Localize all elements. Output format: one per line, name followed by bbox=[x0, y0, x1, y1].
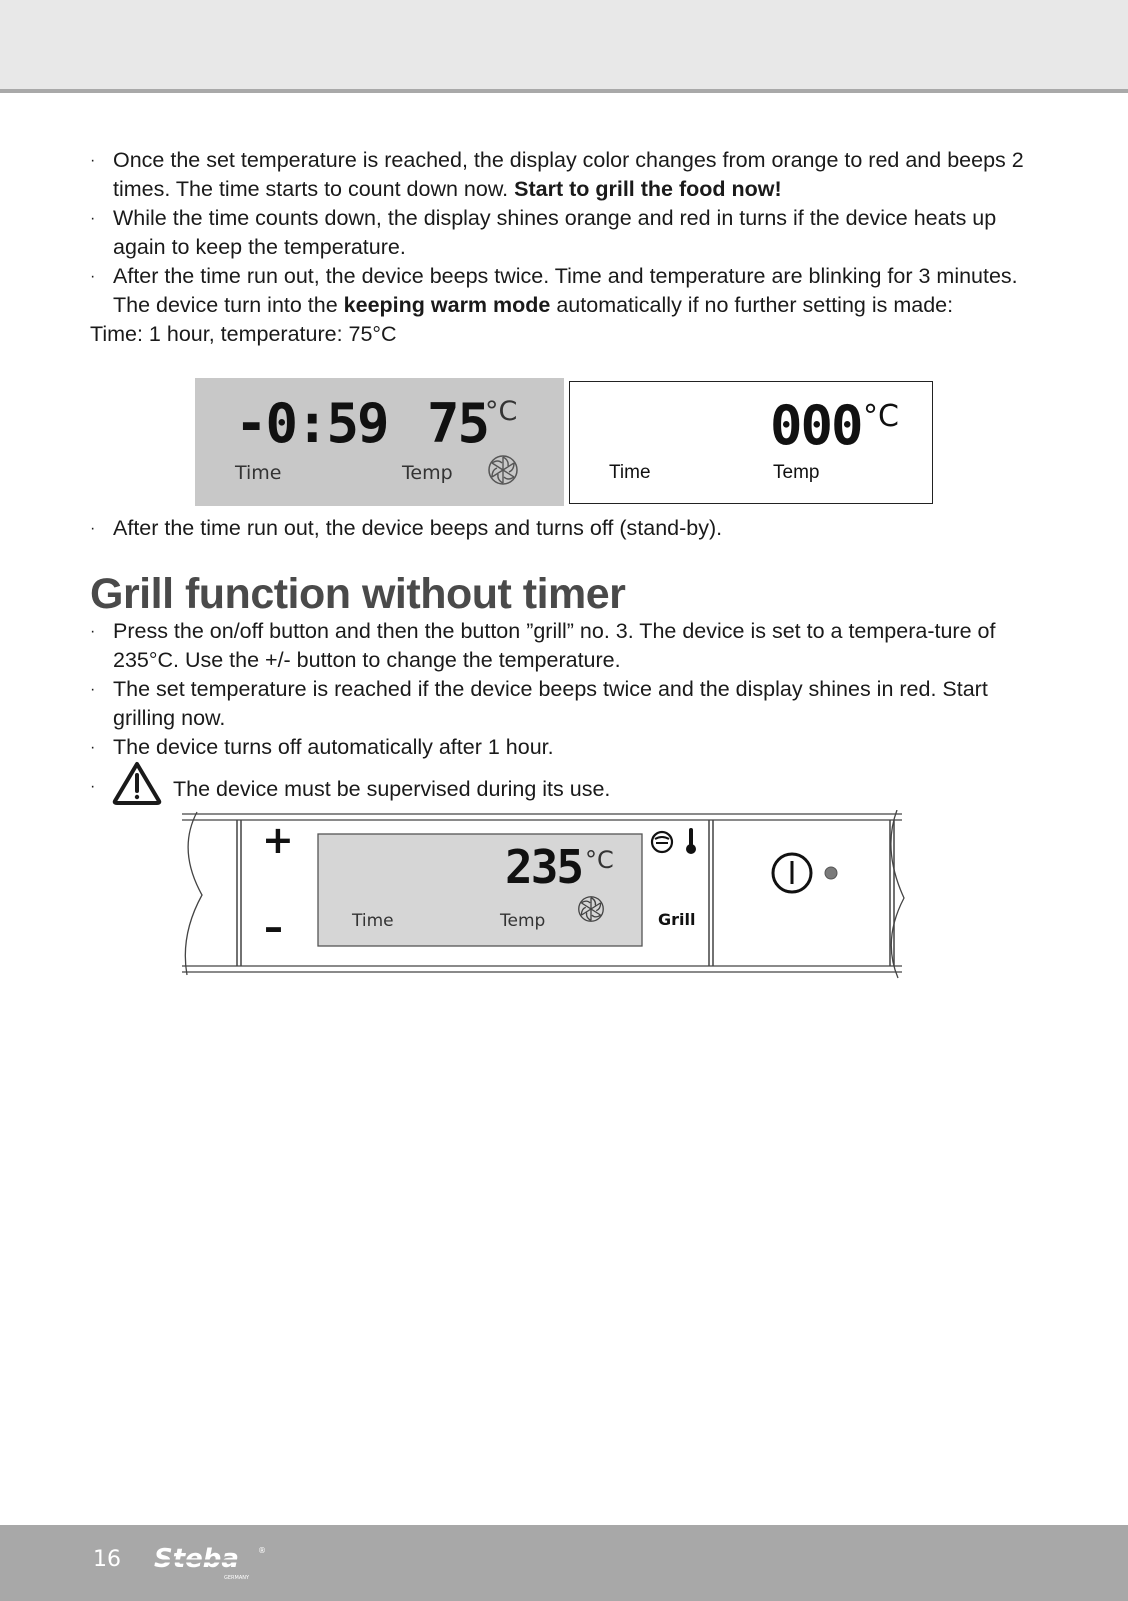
svg-text:®: ® bbox=[258, 1546, 266, 1555]
bullet-dot: · bbox=[90, 520, 96, 537]
bullet-item bbox=[90, 204, 1040, 262]
panel-temp-value: 235 bbox=[505, 840, 583, 894]
control-panel-illustration bbox=[182, 810, 942, 980]
bullet-dot: · bbox=[90, 739, 96, 756]
bullet-item bbox=[90, 146, 1040, 204]
bullet-text: While the time counts down, the display shines orange and red in turns if the device heats up again to keep the temperature. bbox=[113, 206, 997, 259]
power-button-icon[interactable] bbox=[769, 850, 815, 896]
steba-logo bbox=[154, 1541, 284, 1583]
fan-icon bbox=[577, 895, 605, 923]
bullet-text: Press the on/off button and then the button ”grill” no. 3. The device is set to a tempera-ture of 235°C. Use the +/- button to change the temperature. bbox=[113, 619, 996, 672]
bullet-list-grill bbox=[90, 617, 1040, 762]
display-temp-value: 75 bbox=[427, 392, 489, 455]
grill-mode-icon bbox=[650, 830, 674, 854]
header-band bbox=[0, 0, 1128, 93]
logo-wordmark: Steba bbox=[154, 1544, 239, 1574]
bullet-list-top bbox=[90, 146, 1040, 349]
bullet-dot: · bbox=[90, 210, 96, 227]
power-indicator-led bbox=[823, 865, 839, 881]
footer-band bbox=[0, 1525, 1128, 1601]
section-heading: Grill function without timer bbox=[90, 570, 626, 618]
brand-logo bbox=[154, 1541, 284, 1588]
logo-sub: GERMANY bbox=[224, 1575, 250, 1581]
thermometer-icon bbox=[684, 826, 698, 856]
bullet-text: automatically if no further setting is made: bbox=[550, 293, 954, 317]
bullet-dot: · bbox=[90, 268, 96, 285]
display-standby bbox=[569, 381, 933, 504]
display-temp-label: Temp bbox=[402, 462, 453, 484]
bullet-dot: · bbox=[90, 152, 96, 169]
panel-unit: °C bbox=[585, 846, 614, 874]
bullet-text: Once the set temperature is reached, the display color changes from orange to red and beeps 2 times. The time starts to count down now. bbox=[113, 148, 1024, 201]
display-time-value: -0:59 bbox=[235, 392, 388, 455]
minus-button[interactable]: – bbox=[264, 905, 283, 949]
display-unit: °C bbox=[863, 399, 899, 434]
bullet-dot: · bbox=[90, 778, 96, 795]
bullet-item bbox=[90, 733, 1040, 762]
display-illustrations bbox=[195, 378, 935, 506]
panel-temp-label: Temp bbox=[500, 911, 546, 931]
warning-icon bbox=[112, 761, 162, 805]
display-temp-label: Temp bbox=[773, 462, 820, 483]
bullet-item bbox=[90, 675, 1040, 733]
bullet-item bbox=[90, 514, 1063, 543]
display-time-label: Time bbox=[609, 462, 651, 483]
display-time-label: Time bbox=[235, 462, 282, 484]
bullet-emphasis: Start to grill the food now! bbox=[514, 177, 782, 201]
grill-button-label[interactable]: Grill bbox=[658, 910, 696, 929]
bullet-emphasis: keeping warm mode bbox=[343, 293, 551, 317]
bullet-text: The device turns off automatically after 1 hour. bbox=[113, 735, 554, 759]
display-active bbox=[195, 378, 564, 506]
warning-text: The device must be supervised during its use. bbox=[173, 777, 611, 801]
bullet-text: After the time run out, the device beeps and turns off (stand-by). bbox=[113, 516, 723, 540]
panel-outline bbox=[182, 810, 942, 980]
display-unit: °C bbox=[485, 396, 518, 427]
bullet-text: The set temperature is reached if the device beeps twice and the display shines in red. Start grilling now. bbox=[113, 677, 988, 730]
bullet-text: After the time run out, the device beeps twice. Time and temperature are blinking for 3 minutes. The device turn into the bbox=[113, 264, 1018, 317]
panel-time-label: Time bbox=[352, 911, 394, 931]
lead-line: Time: 1 hour, temperature: 75°C bbox=[90, 322, 397, 346]
page-number: 16 bbox=[93, 1547, 121, 1572]
plus-button[interactable]: + bbox=[262, 818, 294, 862]
fan-icon bbox=[487, 454, 519, 486]
display-temp-value: 000 bbox=[770, 394, 862, 457]
bullet-dot: · bbox=[90, 681, 96, 698]
bullet-item bbox=[90, 617, 1040, 675]
bullet-item bbox=[90, 262, 1040, 320]
bullet-dot: · bbox=[90, 623, 96, 640]
